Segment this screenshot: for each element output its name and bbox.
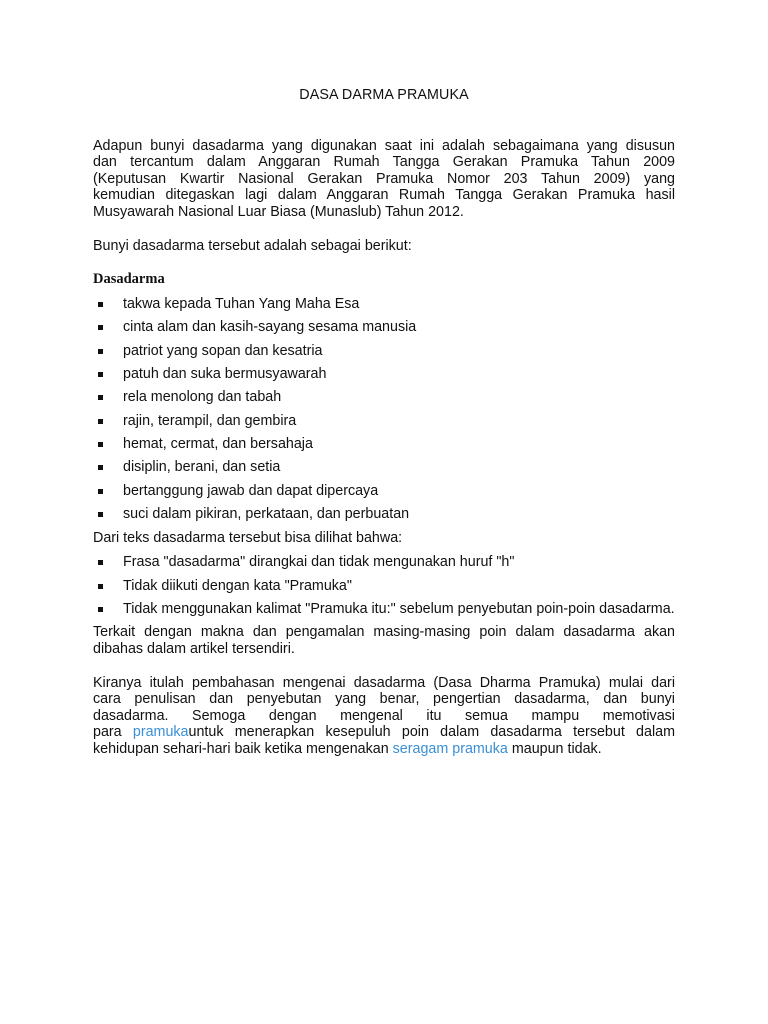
intro-line: kemudian ditegaskan lagi dalam Anggaran Rumah Tangga Gerakan Pramuka hasil	[93, 187, 675, 204]
list-item-text: bertanggung jawab dan dapat dipercaya	[123, 482, 379, 499]
page-title: DASA DARMA PRAMUKA	[299, 87, 469, 103]
list-item-text: Tidak diikuti dengan kata "Pramuka"	[123, 577, 352, 594]
square-bullet-icon	[98, 395, 103, 400]
list-item-text: patuh dan suka bermusyawarah	[123, 365, 327, 382]
pramuka-link[interactable]: pramuka	[132, 724, 189, 741]
intro-line: (Keputusan Kwartir Nasional Gerakan Pramuka Nomor 203 Tahun 2009) yang	[93, 170, 675, 187]
observation-list	[93, 554, 675, 617]
list-item	[93, 578, 675, 595]
list-item-text: rela menolong dan tabah	[123, 389, 282, 406]
list-item	[93, 483, 675, 500]
square-bullet-icon	[98, 419, 103, 424]
square-bullet-icon	[98, 325, 103, 330]
closing-line-prefix: kehidupan sehari-hari baik ketika mengenakan	[93, 740, 393, 757]
square-bullet-icon	[98, 607, 103, 612]
list-item-text: rajin, terampil, dan gembira	[123, 412, 297, 429]
square-bullet-icon	[98, 465, 103, 470]
closing-line	[93, 741, 675, 758]
meaning-paragraph	[93, 624, 675, 657]
closing-line: cara penulisan dan penyebutan yang benar, pengertian dasadarma, dan bunyi	[93, 691, 675, 708]
list-item	[93, 389, 675, 406]
intro-paragraph	[93, 138, 675, 221]
list-item	[93, 343, 675, 360]
square-bullet-icon	[98, 349, 103, 354]
list-item-text: disiplin, berani, dan setia	[123, 459, 281, 476]
list-item	[93, 366, 675, 383]
closing-line: Kiranya itulah pembahasan mengenai dasadarma (Dasa Dharma Pramuka) mulai dari	[93, 674, 675, 691]
square-bullet-icon	[98, 489, 103, 494]
closing-paragraph	[93, 675, 675, 758]
square-bullet-icon	[98, 442, 103, 447]
square-bullet-icon	[98, 512, 103, 517]
square-bullet-icon	[98, 560, 103, 565]
dasadarma-list	[93, 296, 675, 523]
meaning-line: Terkait dengan makna dan pengamalan masing-masing poin dalam dasadarma akan	[93, 624, 675, 641]
closing-line-suffix: maupun tidak.	[507, 740, 602, 757]
observation-intro: Dari teks dasadarma tersebut bisa dilihat bahwa:	[93, 529, 403, 546]
list-item-text: Tidak menggunakan kalimat "Pramuka itu:" sebelum penyebutan poin-poin dasadarma.	[123, 601, 675, 618]
list-item	[93, 319, 675, 336]
list-item	[93, 413, 675, 430]
closing-line: dasadarma. Semoga dengan mengenal itu semua mampu memotivasi	[93, 707, 675, 724]
list-item	[93, 601, 675, 618]
document-content	[93, 87, 675, 775]
closing-line-suffix: untuk menerapkan kesepuluh poin dalam dasadarma tersebut dalam	[188, 724, 675, 741]
square-bullet-icon	[98, 372, 103, 377]
intro-line: dan tercantum dalam Anggaran Rumah Tangga Gerakan Pramuka Tahun 2009	[93, 154, 675, 171]
list-item-text: patriot yang sopan dan kesatria	[123, 342, 323, 359]
list-item	[93, 436, 675, 453]
closing-line-prefix: para	[93, 724, 133, 741]
seragam-pramuka-link[interactable]: seragam pramuka	[392, 740, 508, 757]
intro-line: Adapun bunyi dasadarma yang digunakan saat ini adalah sebagaimana yang disusun	[93, 137, 675, 154]
square-bullet-icon	[98, 584, 103, 589]
meaning-line: dibahas dalam artikel tersendiri.	[93, 641, 295, 658]
square-bullet-icon	[98, 302, 103, 307]
intro-line: Musyawarah Nasional Luar Biasa (Munaslub) Tahun 2012.	[93, 203, 464, 220]
list-item	[93, 296, 675, 313]
list-item	[93, 506, 675, 523]
list-item-text: cinta alam dan kasih-sayang sesama manusia	[123, 319, 417, 336]
list-item-text: takwa kepada Tuhan Yang Maha Esa	[123, 295, 360, 312]
list-item-text: Frasa "dasadarma" dirangkai dan tidak mengunakan huruf "h"	[123, 554, 515, 571]
list-item	[93, 554, 675, 571]
closing-line	[93, 724, 675, 741]
lead-in-text: Bunyi dasadarma tersebut adalah sebagai berikut:	[93, 237, 412, 254]
list-item	[93, 459, 675, 476]
list-item-text: suci dalam pikiran, perkataan, dan perbuatan	[123, 506, 410, 523]
section-heading-dasadarma: Dasadarma	[93, 271, 165, 288]
list-item-text: hemat, cermat, dan bersahaja	[123, 436, 313, 453]
